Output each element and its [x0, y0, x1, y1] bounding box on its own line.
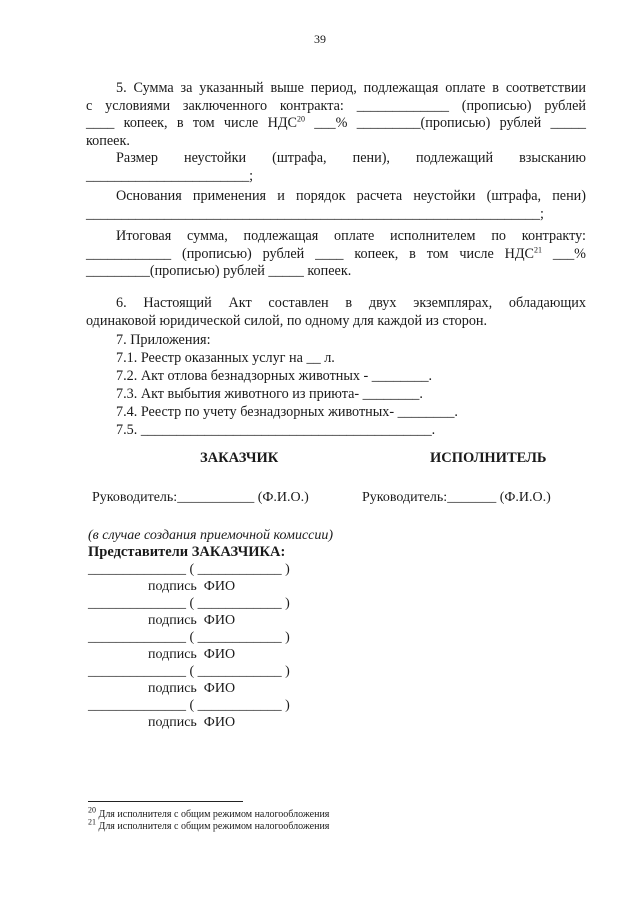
- customer-head-signature: Руководитель:___________ (Ф.И.О.): [92, 490, 309, 505]
- section-5-sum: [86, 80, 586, 150]
- text-line: одинаковой юридической силой, по одному для каждой из сторон.: [86, 312, 488, 329]
- penalty-amount: [86, 150, 586, 185]
- representative-caption: подпись ФИО: [148, 715, 236, 730]
- footnote-divider: [88, 801, 243, 802]
- representative-caption: подпись ФИО: [148, 647, 236, 662]
- footnote-ref: 21: [534, 244, 543, 254]
- text-line: _________(прописью) рублей _____ копеек.: [86, 263, 352, 279]
- text-line: Основания применения и порядок расчета неустойки (штрафа, пени): [116, 188, 586, 204]
- text-line: Размер неустойки (штрафа, пени), подлежащий взысканию: [116, 150, 586, 166]
- representative-caption: подпись ФИО: [148, 613, 236, 628]
- representative-caption: подпись ФИО: [148, 579, 236, 594]
- text-line: ____________ (прописью) рублей ____ копеек, в том числе НДС$^{21}$ ___%: [86, 244, 586, 262]
- commission-title: Представители ЗАКАЗЧИКА:: [88, 544, 286, 560]
- customer-heading: ЗАКАЗЧИК: [200, 450, 279, 466]
- section-6: [86, 295, 586, 330]
- attachments-title: 7. Приложения:: [116, 332, 211, 348]
- representative-signature-line: ______________ ( ____________ ): [88, 562, 290, 577]
- attachment-item: 7.2. Акт отлова безнадзорных животных - ________.: [116, 368, 433, 384]
- penalty-grounds: [86, 188, 586, 223]
- representative-signature-line: ______________ ( ____________ ): [88, 596, 290, 611]
- representative-caption: подпись ФИО: [148, 681, 236, 696]
- representative-signature-line: ______________ ( ____________ ): [88, 664, 290, 679]
- text-line: 5. Сумма за указанный выше период, подлежащая оплате в соответствии: [116, 80, 586, 96]
- text-line: ____ копеек, в том числе НДС$^{20}$ ___% _________(прописью) рублей _____: [86, 114, 587, 131]
- representative-signature-line: ______________ ( ____________ ): [88, 698, 290, 713]
- attachment-item: 7.3. Акт выбытия животного из приюта- ________.: [116, 386, 423, 402]
- text-line: ________________________________________________________________;: [86, 205, 544, 222]
- text-line: копеек.: [86, 132, 130, 149]
- attachment-item: 7.5. _________________________________________.: [116, 422, 436, 438]
- text-line: Итоговая сумма, подлежащая оплате исполнителем по контракту:: [116, 228, 586, 244]
- attachment-item: 7.1. Реестр оказанных услуг на __ л.: [116, 350, 335, 366]
- text-line: с условиями заключенного контракта: _____________ (прописью) рублей: [86, 97, 586, 114]
- footnote-ref: 20: [297, 114, 306, 124]
- representatives-list: [88, 561, 333, 731]
- footnote: $^{20}$ Для исполнителя с общим режимом налогообложения: [88, 805, 330, 820]
- text-line: _______________________;: [86, 167, 254, 184]
- commission-block: [88, 527, 333, 731]
- representative-signature-line: ______________ ( ____________ ): [88, 630, 290, 645]
- commission-note: (в случае создания приемочной комиссии): [88, 528, 334, 543]
- section-7-attachments: [86, 331, 586, 439]
- page-number: 39: [314, 32, 326, 46]
- footnote: $^{21}$ Для исполнителя с общим режимом налогообложения: [88, 817, 330, 832]
- executor-head-signature: Руководитель:_______ (Ф.И.О.): [362, 490, 551, 505]
- executor-heading: ИСПОЛНИТЕЛЬ: [430, 450, 547, 466]
- text-line: 6. Настоящий Акт составлен в двух экземплярах, обладающих: [116, 295, 586, 311]
- attachment-item: 7.4. Реестр по учету безнадзорных животных- ________.: [116, 404, 458, 420]
- total-sum: [86, 228, 586, 281]
